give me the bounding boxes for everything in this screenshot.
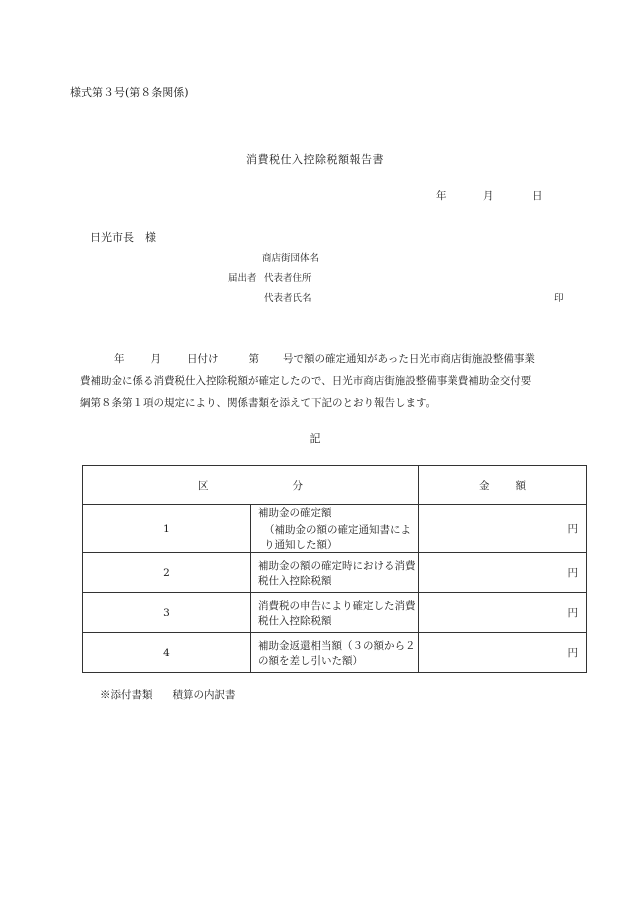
row-amount: 円: [419, 593, 587, 633]
header-category-2: 分: [292, 479, 303, 492]
date-year: 年: [436, 190, 447, 202]
row-label: [251, 505, 419, 553]
body-year: 年: [114, 353, 125, 365]
date-month: 月: [483, 190, 494, 202]
header-category-1: 区: [198, 479, 209, 492]
header-amount-1: 金: [479, 479, 490, 492]
row-label: 補助金の額の確定時における消費税仕入控除税額: [251, 553, 419, 593]
seal-mark: 印: [554, 293, 564, 304]
row-amount: 円: [419, 505, 587, 553]
row-amount: 円: [419, 553, 587, 593]
row-number: 2: [83, 553, 251, 593]
form-number: 様式第３号(第８条関係): [70, 86, 189, 99]
table-row: [83, 593, 587, 633]
body-line-1: [80, 348, 560, 370]
date-day: 日: [532, 190, 543, 202]
filer-label: 届出者: [228, 273, 257, 284]
attachments-note: [100, 687, 236, 702]
table-row: [83, 553, 587, 593]
body-dated: 日付け: [187, 353, 219, 365]
body-line-2: 費補助金に係る消費税仕入控除税額が確定したので、日光市商店街施設整備事業費補助金交付要: [80, 375, 532, 387]
header-category: [83, 466, 419, 505]
body-paragraph: [80, 348, 560, 414]
report-table: [82, 465, 587, 673]
row-label-main: 補助金の確定額: [258, 507, 332, 519]
body-line-3: 綱第８条第１項の規定により、関係書類を添えて下記のとおり報告します。: [80, 397, 437, 409]
filer-address-label: 代表者住所: [264, 273, 312, 284]
row-label: 消費税の申告により確定した消費税仕入控除税額: [251, 593, 419, 633]
row-number: 1: [83, 505, 251, 553]
row-amount: 円: [419, 633, 587, 673]
header-amount: [419, 466, 587, 505]
row-label: 補助金返還相当額（３の額から２の額を差し引いた額）: [251, 633, 419, 673]
addressee: 日光市長 様: [90, 231, 156, 244]
filer-org-label: 商店街団体名: [262, 253, 320, 264]
table-row: [83, 505, 587, 553]
row-label-sub: （補助金の額の確定通知書により通知した額）: [264, 524, 411, 551]
ki-heading: 記: [309, 432, 321, 445]
table-row: [83, 633, 587, 673]
attachments-item: 積算の内訳書: [172, 689, 236, 701]
body-month: 月: [150, 353, 161, 365]
row-number: 3: [83, 593, 251, 633]
body-line-1-rest: 号で額の確定通知があった日光市商店街施設整備事業: [283, 353, 535, 365]
document-title: 消費税仕入控除税額報告書: [246, 153, 384, 166]
row-number: 4: [83, 633, 251, 673]
table-header-row: [83, 466, 587, 505]
header-amount-2: 額: [515, 479, 526, 492]
filer-name-label: 代表者氏名: [264, 293, 312, 304]
attachments-label: ※添付書類: [100, 689, 153, 701]
body-dai: 第: [248, 353, 259, 365]
